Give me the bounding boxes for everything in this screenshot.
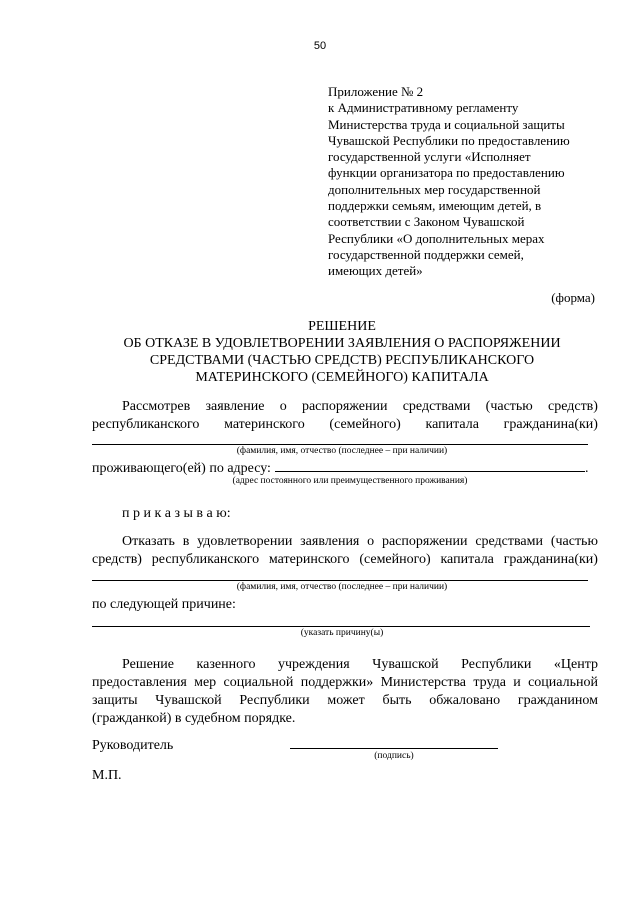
name-line[interactable] <box>92 580 588 581</box>
word: материнского <box>268 552 350 567</box>
paragraph-refusal <box>92 533 598 569</box>
address-row: проживающего(ей) по адресу: . <box>92 461 589 476</box>
word: средств) <box>92 552 142 567</box>
title-line: МАТЕРИНСКОГО (СЕМЕЙНОГО) КАПИТАЛА <box>195 370 489 385</box>
word: распоряжении <box>301 399 388 414</box>
word: Министерства <box>380 675 467 690</box>
justified-line <box>92 551 598 569</box>
text-line: (гражданкой) в судебном порядке. <box>92 711 296 726</box>
word: республиканского <box>151 552 260 567</box>
word: удовлетворении <box>197 534 293 549</box>
word: Республики <box>239 693 310 708</box>
word: (частью <box>485 399 533 414</box>
word: о <box>279 399 287 414</box>
head-label: Руководитель <box>92 738 174 753</box>
paragraph-consideration <box>92 398 598 434</box>
word: мер <box>194 675 217 690</box>
address-label: проживающего(ей) по адресу: <box>92 461 271 476</box>
word: может <box>327 693 365 708</box>
reason-label: по следующей причине: <box>92 597 236 612</box>
word: Отказать <box>122 534 175 549</box>
justified-line <box>92 674 598 692</box>
address-caption: (адрес постоянного или преимущественного проживания) <box>232 476 468 486</box>
document-title <box>92 318 592 386</box>
word: о <box>367 534 375 549</box>
word: учреждения <box>278 657 350 672</box>
word: гражданина(ки) <box>503 552 598 567</box>
word: материнского <box>224 417 305 432</box>
word: Чувашской <box>155 693 222 708</box>
word: поддержки» <box>300 675 374 690</box>
appendix-line: Чувашской Республики по предоставлению <box>328 132 570 148</box>
word: социальной <box>528 675 598 690</box>
word: защиты <box>92 693 138 708</box>
word: заявления <box>300 534 360 549</box>
name-caption: (фамилия, имя, отчество (последнее – при наличии) <box>236 582 448 592</box>
word: заявление <box>205 399 265 414</box>
word: средствами <box>475 534 544 549</box>
name-line[interactable] <box>92 444 588 445</box>
word: гражданина(ки) <box>503 417 598 432</box>
word: и <box>513 675 521 690</box>
justified-line <box>92 692 598 710</box>
paragraph-appeal <box>92 656 598 728</box>
reason-caption: (указать причину(ы) <box>300 628 384 638</box>
signature-line[interactable] <box>290 748 498 749</box>
appendix-line: к Административному регламенту <box>328 100 519 116</box>
title-line: СРЕДСТВАМИ (ЧАСТЬЮ СРЕДСТВ) РЕСПУБЛИКАНСКОГО <box>149 353 535 368</box>
seal-label: М.П. <box>92 768 122 783</box>
title-line: РЕШЕНИЕ <box>308 319 376 334</box>
justified-line <box>92 416 598 434</box>
title-line: ОБ ОТКАЗЕ В УДОВЛЕТВОРЕНИИ ЗАЯВЛЕНИЯ О РАСПОРЯЖЕНИИ <box>123 336 561 351</box>
appendix-line: Министерства труда и социальной защиты <box>328 116 565 132</box>
appendix-line: Республики «О дополнительных мерах <box>328 230 545 246</box>
reason-line[interactable] <box>92 626 590 627</box>
name-caption: (фамилия, имя, отчество (последнее – при наличии) <box>236 446 448 456</box>
justified-line <box>92 533 598 551</box>
order-word: п р и к а з ы в а ю: <box>122 506 231 521</box>
appendix-line: поддержки семьям, имеющим детей, в <box>328 198 542 214</box>
word: капитала <box>425 417 479 432</box>
appendix-line: дополнительных мер государственной <box>328 181 541 197</box>
justified-line <box>92 656 598 674</box>
word: Республики <box>461 657 532 672</box>
appendix-line: государственной поддержки семей, <box>328 246 524 262</box>
word: «Центр <box>553 657 598 672</box>
word: (семейного) <box>359 552 431 567</box>
word: средствами <box>402 399 471 414</box>
form-mark: (форма) <box>551 290 595 305</box>
word: социальной <box>223 675 294 690</box>
address-field[interactable] <box>275 460 585 472</box>
signature-caption: (подпись) <box>374 751 414 761</box>
word: распоряжении <box>381 534 468 549</box>
appendix-line: функции организатора по предоставлению <box>328 165 565 181</box>
appendix-line: Приложение № 2 <box>328 84 424 99</box>
word: казенного <box>196 657 256 672</box>
word: обжаловано <box>429 693 501 708</box>
justified-line <box>92 398 598 416</box>
appendix-line: государственной услуги «Исполняет <box>328 149 531 165</box>
word: Рассмотрев <box>122 399 191 414</box>
word: (семейного) <box>329 417 401 432</box>
appendix-block <box>328 84 598 280</box>
word: средств) <box>547 399 598 414</box>
word: предоставления <box>92 675 187 690</box>
word: Решение <box>122 657 175 672</box>
word: Чувашской <box>372 657 439 672</box>
word: в <box>182 534 190 549</box>
word: гражданином <box>517 693 598 708</box>
word: капитала <box>440 552 494 567</box>
appendix-line: соответствии с Законом Чувашской <box>328 214 525 230</box>
appendix-line: имеющих детей» <box>328 263 423 279</box>
word: труда <box>473 675 506 690</box>
page-number: 50 <box>313 40 327 52</box>
word: республиканского <box>92 417 200 432</box>
word: (частью <box>550 534 598 549</box>
word: быть <box>382 693 412 708</box>
